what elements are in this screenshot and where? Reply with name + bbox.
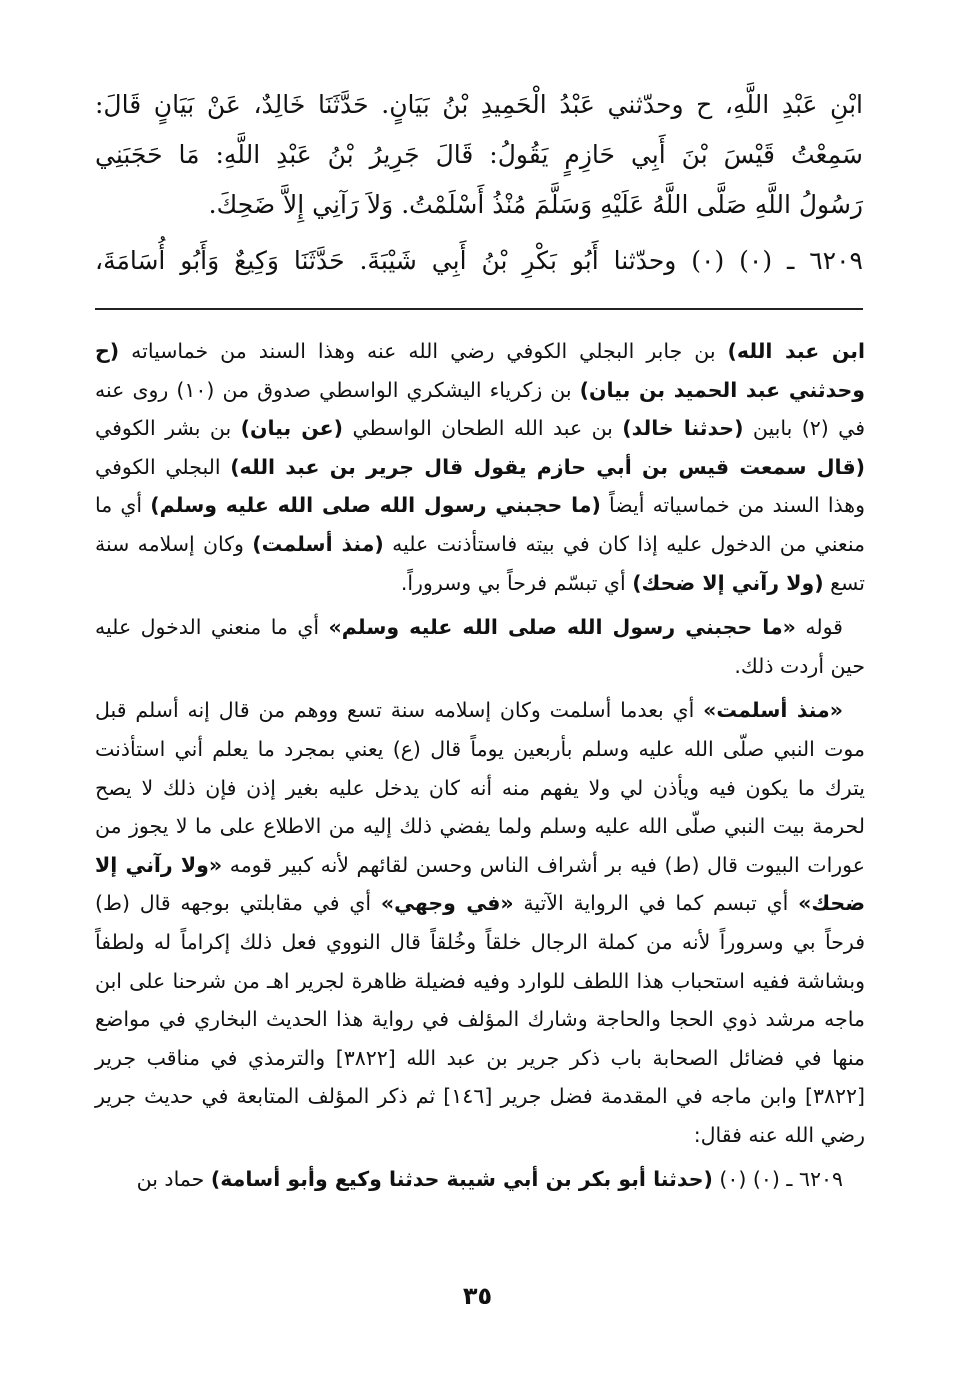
hadith-line: رَسُولُ اللَّهِ صَلَّى اللَّهُ عَلَيْهِ وَسَلَّمَ مُنْذُ أَسْلَمْتُ. وَلاَ رَآنِي إِلاَّ ضَحِكَ. [208, 190, 863, 219]
commentary-text: حماد بن [136, 1167, 211, 1192]
page-number: ٣٥ [462, 1282, 493, 1310]
commentary-text: البجلي الكوفي وهذا السند من خماسياته أيضاً [95, 454, 865, 518]
commentary-paragraph [95, 1160, 865, 1199]
hadith-line: سَمِعْتُ قَيْسَ بْنَ أَبِي حَازِمٍ يَقُولُ: قَالَ جَرِيرُ بْنُ عَبْدِ اللَّهِ: مَا حَجَبَنِي [95, 140, 863, 169]
quoted-text: (منذ أسلمت) [252, 531, 384, 556]
quoted-text: «ولا رآني إلا ضحك» [95, 852, 866, 916]
commentary-text: أي ما منعني من الدخول عليه إذا كان في بيته فاستأذنت عليه [95, 493, 865, 556]
commentary-text: بن بشر الكوفي [95, 416, 241, 441]
commentary-text: بن زكرياء اليشكري الواسطي صدوق من (١٠) روى عنه في (٢) بابين [95, 377, 866, 441]
commentary [95, 332, 865, 1205]
commentary-paragraph [95, 691, 865, 1154]
commentary-text: أي بعدما أسلمت وكان إسلامه سنة تسع ووهم من قال إنه أسلم قبل موت النبي صلّى الله عليه وسلم بأربعين يوماً قال (ع) يعني بمجرد ما يعلم أني استأذنت يترك ما يكون فيه ويأذن لي ولا يفهم منه أنه كان يدخل عليه بغير إذن فإن ذلك لا يصح لحرمة بيت النبي صلّى الله عليه وسلم ولما يفضي ذلك إليه من الاطلاع على ما لا يجوز من عورات البيوت قال (ط) فيه بر أشراف الناس وحسن لقائهم لأنه كبير قومه [95, 698, 865, 877]
quoted-text: (ولا رآني إلا ضحك) [632, 570, 824, 595]
commentary-text: قوله [795, 615, 843, 640]
commentary-text: أي في مقابلتي بوجهه قال (ط) فرحاً بي وسروراً لأنه من كملة الرجال خلقاً وخُلقاً قال النووي فعل ذلك إكراماً له ولطفاً وبشاشة ففيه استحباب هذا اللطف للوارد وفيه فضيلة ظاهرة لجرير اهـ من شرحنا على ابن ماجه مرشد ذوي الحجا والحاجة وشارك المؤلف في رواية هذا الحديث البخاري في مواضع منها في فضائل الصحابة باب ذكر جرير بن عبد الله [٣٨٢٢] والترمذي في مناقب جرير [٣٨٢٢] وابن ماجه في المقدمة فضل جرير [١٤٦] ثم ذكر المؤلف المتابعة في حديث جرير رضي الله عنه فقال: [95, 891, 865, 1147]
quoted-text: «في وجهي» [380, 891, 514, 916]
quoted-text: «ما حجبني رسول الله صلى الله عليه وسلم» [328, 615, 796, 640]
commentary-text: بن جابر البجلي الكوفي رضي الله عنه وهذا السند من خماسياته [119, 339, 728, 363]
quoted-text: (عن بيان) [240, 416, 344, 441]
commentary-text: أي تبسّم فرحاً بي وسروراً. [400, 570, 633, 595]
quoted-text: «منذ أسلمت» [703, 698, 843, 723]
commentary-text: بن عبد الله الطحان الواسطي [343, 416, 623, 441]
hadith-next-number: ٦٢٠٩ ـ (٠) (٠) وحدّثنا أَبُو بَكْرِ بْنُ أَبِي شَيْبَةَ. حَدَّثَنَا وَكِيعٌ وَأَبُو أُسَامَةَ، [95, 246, 863, 275]
footnote-separator [95, 308, 863, 310]
quoted-text: (ما حجبني رسول الله صلى الله عليه وسلم) [150, 493, 601, 518]
quoted-text: (حدثنا خالد) [622, 416, 744, 441]
commentary-paragraph [95, 608, 865, 685]
hadith-text [95, 80, 863, 286]
quoted-text: (حدثنا أبو بكر بن أبي شيبة حدثنا وكيع وأبو أسامة) [210, 1167, 713, 1192]
quoted-text: (قال سمعت قيس بن أبي حازم يقول قال جرير بن عبد الله) [230, 454, 865, 479]
hadith-number: ٦٢٠٩ ـ (٠) (٠) [712, 1167, 843, 1192]
quoted-text: (ح وحدثني عبد الحميد بن بيان) [95, 339, 865, 402]
commentary-text: أي تبسم كما في الرواية الآتية [513, 891, 799, 916]
commentary-paragraph [95, 332, 865, 602]
quoted-text: ابن عبد الله) [727, 339, 865, 363]
commentary-text: أي ما منعني الدخول عليه حين أردت ذلك. [95, 615, 865, 678]
hadith-line: ابْنِ عَبْدِ اللَّهِ، ح وحدّثني عَبْدُ الْحَمِيدِ بْنُ بَيَانٍ. حَدَّثَنَا خَالِدٌ، عَنْ بَيَانٍ قَالَ: [95, 90, 863, 119]
commentary-text: وكان إسلامه سنة تسع [95, 531, 865, 595]
